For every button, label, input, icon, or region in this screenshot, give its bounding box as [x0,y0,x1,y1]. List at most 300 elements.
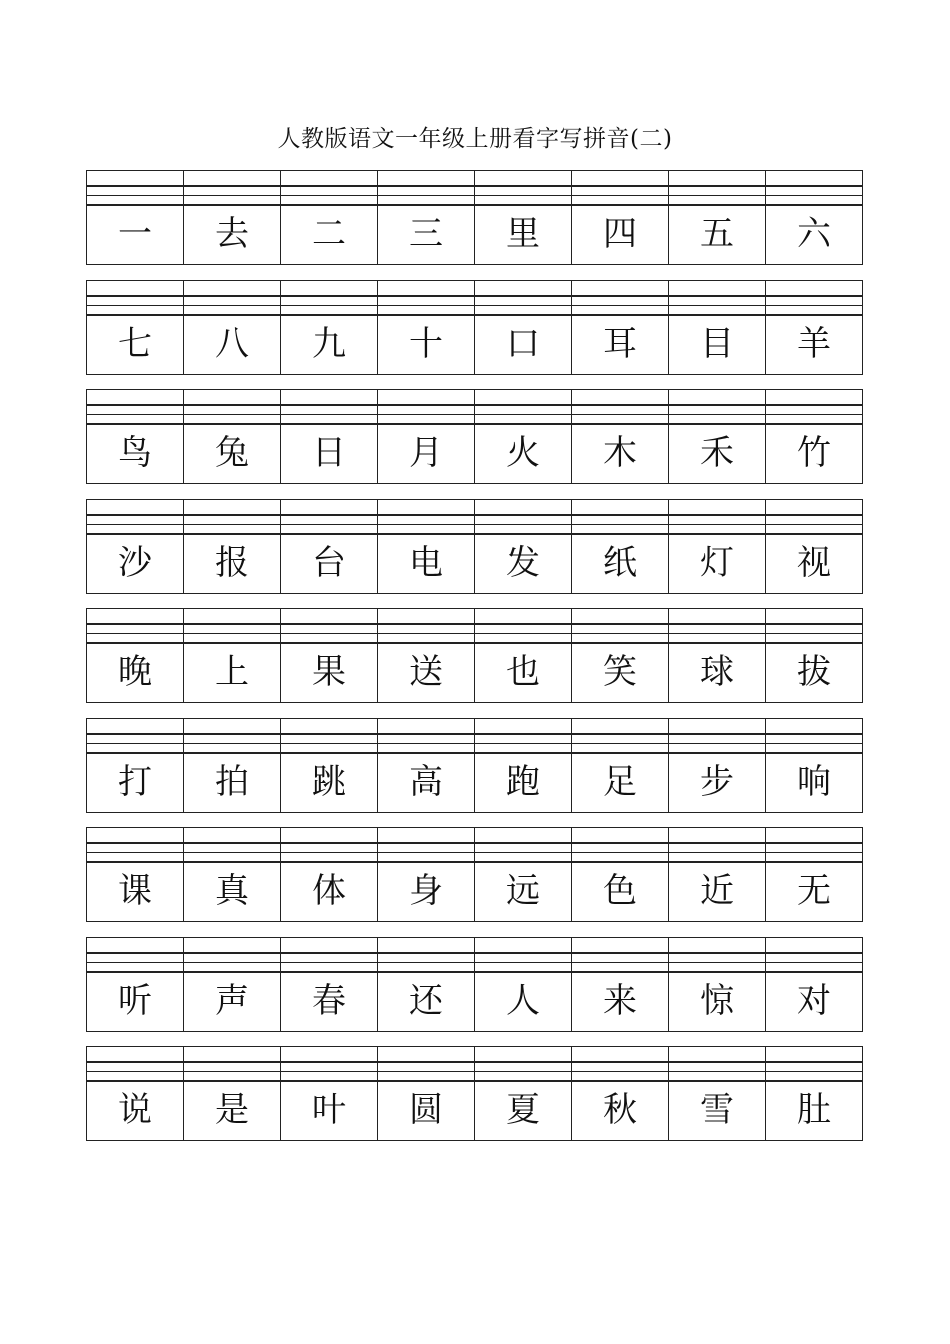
hanzi-box [766,1080,862,1141]
guide-line [281,952,377,954]
pinyin-writing-lines[interactable] [572,280,668,313]
guide-line [378,1071,474,1072]
character-cell [87,170,184,265]
pinyin-writing-lines[interactable] [669,827,765,860]
hanzi-box [184,752,280,813]
hanzi-character: 远 [506,871,540,911]
pinyin-writing-lines[interactable] [184,280,280,313]
hanzi-character: 近 [700,871,734,911]
worksheet-row [86,827,863,922]
hanzi-box [184,204,280,265]
pinyin-writing-lines[interactable] [378,937,474,970]
hanzi-character: 报 [215,542,249,583]
pinyin-writing-lines[interactable] [87,937,183,970]
character-cell [766,170,863,265]
guide-line [766,842,862,844]
hanzi-character: 三 [409,214,443,254]
pinyin-writing-lines[interactable] [378,389,474,422]
guide-line [184,733,280,735]
character-cell [572,499,669,594]
hanzi-box [669,314,765,375]
guide-line [475,404,571,406]
hanzi-character: 课 [118,871,152,911]
guide-line [572,185,668,187]
hanzi-character: 足 [603,761,637,802]
pinyin-writing-lines[interactable] [766,827,862,860]
guide-line [572,842,668,844]
hanzi-character: 口 [506,323,540,364]
guide-line [281,305,377,306]
pinyin-writing-lines[interactable] [475,1046,571,1079]
pinyin-writing-lines[interactable] [87,389,183,422]
hanzi-box [766,861,862,922]
hanzi-box [572,861,668,922]
hanzi-character: 秋 [603,1090,637,1130]
hanzi-character: 晚 [118,652,152,692]
hanzi-character: 夏 [506,1090,540,1130]
guide-line [669,633,765,634]
guide-line [669,185,765,187]
pinyin-writing-lines[interactable] [572,389,668,422]
guide-line [184,524,280,525]
character-cell [572,718,669,813]
character-cell [766,280,863,375]
pinyin-writing-lines[interactable] [378,499,474,532]
hanzi-box [669,861,765,922]
hanzi-box [475,1080,571,1141]
pinyin-writing-lines[interactable] [475,499,571,532]
pinyin-writing-lines[interactable] [669,170,765,203]
guide-line [475,414,571,415]
hanzi-box [378,642,474,703]
character-cell [184,1046,281,1141]
guide-line [572,305,668,306]
hanzi-character: 四 [603,214,637,254]
character-cell [184,608,281,703]
character-cell [572,170,669,265]
guide-line [572,514,668,516]
hanzi-character: 电 [409,542,443,583]
pinyin-writing-lines[interactable] [184,1046,280,1079]
guide-line [766,185,862,187]
pinyin-writing-lines[interactable] [184,389,280,422]
character-cell [184,827,281,922]
guide-line [87,952,183,954]
hanzi-box [378,752,474,813]
character-cell [378,1046,475,1141]
character-cell [475,937,572,1032]
worksheet-row [86,389,863,484]
hanzi-character: 羊 [797,323,831,364]
hanzi-character: 纸 [603,542,637,583]
hanzi-box [766,642,862,703]
character-cell [87,718,184,813]
hanzi-box [475,752,571,813]
guide-line [87,524,183,525]
character-cell [669,389,766,484]
character-cell [184,499,281,594]
pinyin-writing-lines[interactable] [572,499,668,532]
hanzi-character: 灯 [700,542,734,583]
hanzi-box [87,314,183,375]
guide-line [766,733,862,735]
pinyin-writing-lines[interactable] [184,718,280,751]
hanzi-box [669,1080,765,1141]
guide-line [766,962,862,963]
guide-line [378,295,474,297]
pinyin-writing-lines[interactable] [281,608,377,641]
character-cell [184,718,281,813]
hanzi-box [669,752,765,813]
pinyin-writing-lines[interactable] [669,499,765,532]
character-cell [669,827,766,922]
guide-line [184,842,280,844]
guide-line [378,623,474,625]
guide-line [766,524,862,525]
pinyin-writing-lines[interactable] [475,389,571,422]
hanzi-character: 拍 [215,761,249,802]
guide-line [669,1061,765,1063]
pinyin-writing-lines[interactable] [87,170,183,203]
pinyin-writing-lines[interactable] [669,280,765,313]
hanzi-box [475,971,571,1032]
guide-line [766,195,862,196]
hanzi-box [475,642,571,703]
pinyin-writing-lines[interactable] [572,608,668,641]
hanzi-character: 里 [506,214,540,254]
hanzi-character: 拔 [797,652,831,692]
hanzi-box [475,861,571,922]
character-cell [572,1046,669,1141]
hanzi-box [766,971,862,1032]
hanzi-box [669,642,765,703]
pinyin-writing-lines[interactable] [475,827,571,860]
hanzi-box [281,861,377,922]
hanzi-box [378,204,474,265]
guide-line [572,852,668,853]
pinyin-writing-lines[interactable] [281,1046,377,1079]
pinyin-writing-lines[interactable] [766,1046,862,1079]
pinyin-writing-lines[interactable] [766,608,862,641]
pinyin-writing-lines[interactable] [475,170,571,203]
hanzi-box [669,204,765,265]
pinyin-writing-lines[interactable] [669,389,765,422]
guide-line [572,633,668,634]
guide-line [669,962,765,963]
character-cell [87,499,184,594]
pinyin-writing-lines[interactable] [184,827,280,860]
pinyin-writing-lines[interactable] [87,718,183,751]
hanzi-box [378,861,474,922]
guide-line [281,743,377,744]
guide-line [184,1071,280,1072]
pinyin-writing-lines[interactable] [184,608,280,641]
hanzi-box [669,533,765,594]
guide-line [669,514,765,516]
hanzi-character: 七 [118,323,152,364]
hanzi-box [378,533,474,594]
pinyin-writing-lines[interactable] [281,937,377,970]
guide-line [281,842,377,844]
character-cell [378,280,475,375]
pinyin-writing-lines[interactable] [766,389,862,422]
pinyin-writing-lines[interactable] [766,499,862,532]
guide-line [378,633,474,634]
hanzi-box [475,533,571,594]
character-cell [766,1046,863,1141]
hanzi-character: 步 [700,761,734,802]
hanzi-character: 发 [506,542,540,583]
guide-line [475,952,571,954]
pinyin-writing-lines[interactable] [766,937,862,970]
guide-line [87,623,183,625]
character-cell [669,718,766,813]
hanzi-box [475,204,571,265]
hanzi-character: 目 [700,323,734,364]
hanzi-box [572,752,668,813]
pinyin-writing-lines[interactable] [572,1046,668,1079]
guide-line [281,414,377,415]
pinyin-writing-lines[interactable] [87,827,183,860]
pinyin-writing-lines[interactable] [766,718,862,751]
guide-line [87,733,183,735]
pinyin-writing-lines[interactable] [378,280,474,313]
hanzi-box [572,423,668,484]
guide-line [766,1071,862,1072]
pinyin-writing-lines[interactable] [378,827,474,860]
character-cell [669,608,766,703]
hanzi-box [378,423,474,484]
character-cell [766,718,863,813]
guide-line [184,404,280,406]
guide-line [766,633,862,634]
character-cell [766,608,863,703]
character-cell [475,1046,572,1141]
hanzi-box [669,971,765,1032]
character-cell [184,389,281,484]
pinyin-writing-lines[interactable] [669,937,765,970]
guide-line [572,404,668,406]
character-cell [766,389,863,484]
guide-line [184,195,280,196]
hanzi-character: 上 [215,652,249,692]
guide-line [378,404,474,406]
hanzi-character: 人 [506,980,540,1021]
pinyin-writing-lines[interactable] [572,827,668,860]
pinyin-writing-lines[interactable] [669,718,765,751]
guide-line [475,185,571,187]
pinyin-writing-lines[interactable] [475,608,571,641]
hanzi-box [281,971,377,1032]
guide-line [572,1061,668,1063]
guide-line [572,733,668,735]
guide-line [184,185,280,187]
hanzi-box [87,423,183,484]
guide-line [281,195,377,196]
guide-line [184,962,280,963]
hanzi-box [669,423,765,484]
hanzi-character: 来 [603,980,637,1021]
guide-line [475,514,571,516]
character-cell [87,1046,184,1141]
hanzi-box [87,533,183,594]
pinyin-writing-lines[interactable] [281,499,377,532]
hanzi-character: 去 [215,214,249,254]
hanzi-character: 身 [409,871,443,911]
pinyin-writing-lines[interactable] [572,718,668,751]
pinyin-writing-lines[interactable] [184,499,280,532]
guide-line [184,952,280,954]
hanzi-box [184,533,280,594]
pinyin-writing-lines[interactable] [87,280,183,313]
hanzi-box [281,752,377,813]
pinyin-writing-lines[interactable] [572,937,668,970]
pinyin-writing-lines[interactable] [281,170,377,203]
hanzi-box [475,314,571,375]
hanzi-box [87,861,183,922]
pinyin-writing-lines[interactable] [378,1046,474,1079]
guide-line [766,414,862,415]
guide-line [475,733,571,735]
pinyin-writing-lines[interactable] [281,280,377,313]
guide-line [475,524,571,525]
hanzi-character: 台 [312,542,346,583]
character-cell [572,608,669,703]
hanzi-box [184,861,280,922]
pinyin-writing-lines[interactable] [572,170,668,203]
hanzi-character: 雪 [700,1090,734,1130]
character-cell [378,827,475,922]
guide-line [184,305,280,306]
guide-line [184,1061,280,1063]
character-cell [281,608,378,703]
guide-line [669,195,765,196]
pinyin-writing-lines[interactable] [281,389,377,422]
hanzi-box [378,971,474,1032]
hanzi-character: 日 [312,433,346,473]
character-cell [378,389,475,484]
hanzi-character: 木 [603,433,637,473]
pinyin-writing-lines[interactable] [184,170,280,203]
guide-line [378,514,474,516]
hanzi-character: 无 [797,871,831,911]
character-cell [281,827,378,922]
hanzi-box [87,204,183,265]
hanzi-character: 响 [797,761,831,802]
hanzi-character: 真 [215,871,249,911]
character-cell [475,280,572,375]
hanzi-box [184,971,280,1032]
worksheet-row [86,499,863,594]
hanzi-character: 竹 [797,433,831,473]
guide-line [766,952,862,954]
guide-line [475,305,571,306]
character-cell [184,170,281,265]
hanzi-box [475,423,571,484]
guide-line [475,1071,571,1072]
character-cell [475,170,572,265]
character-cell [281,280,378,375]
pinyin-writing-lines[interactable] [378,170,474,203]
pinyin-writing-lines[interactable] [669,1046,765,1079]
character-cell [572,827,669,922]
pinyin-writing-lines[interactable] [475,937,571,970]
guide-line [766,295,862,297]
hanzi-box [87,752,183,813]
pinyin-writing-lines[interactable] [766,280,862,313]
page-title: 人教版语文一年级上册看字写拼音(二) [277,126,673,152]
pinyin-writing-lines[interactable] [281,827,377,860]
hanzi-box [766,314,862,375]
pinyin-writing-lines[interactable] [378,718,474,751]
pinyin-writing-lines[interactable] [475,280,571,313]
hanzi-character: 沙 [118,542,152,583]
hanzi-character: 春 [312,980,346,1021]
hanzi-box [572,642,668,703]
hanzi-character: 二 [312,214,346,254]
hanzi-box [281,314,377,375]
worksheet-row [86,608,863,703]
hanzi-box [281,533,377,594]
guide-line [184,633,280,634]
pinyin-writing-lines[interactable] [87,499,183,532]
guide-line [766,1061,862,1063]
hanzi-character: 十 [409,323,443,364]
pinyin-writing-lines[interactable] [87,608,183,641]
hanzi-character: 果 [312,652,346,692]
hanzi-box [572,971,668,1032]
hanzi-character: 耳 [603,323,637,364]
worksheet-row [86,937,863,1032]
pinyin-writing-lines[interactable] [281,718,377,751]
pinyin-writing-lines[interactable] [766,170,862,203]
hanzi-character: 打 [118,761,152,802]
guide-line [475,633,571,634]
hanzi-character: 鸟 [118,433,152,473]
pinyin-writing-lines[interactable] [378,608,474,641]
guide-line [281,524,377,525]
guide-line [572,952,668,954]
pinyin-writing-lines[interactable] [184,937,280,970]
guide-line [669,733,765,735]
hanzi-character: 一 [118,214,152,254]
hanzi-box [184,1080,280,1141]
hanzi-box [184,423,280,484]
hanzi-character: 视 [797,542,831,583]
guide-line [281,295,377,297]
character-cell [572,280,669,375]
character-cell [281,170,378,265]
guide-line [475,1061,571,1063]
pinyin-writing-lines[interactable] [87,1046,183,1079]
pinyin-writing-lines[interactable] [475,718,571,751]
guide-line [475,842,571,844]
guide-line [766,852,862,853]
pinyin-writing-lines[interactable] [669,608,765,641]
hanzi-character: 说 [118,1090,152,1130]
character-cell [475,389,572,484]
character-cell [184,937,281,1032]
guide-line [572,743,668,744]
hanzi-box [572,1080,668,1141]
guide-line [475,962,571,963]
guide-line [281,733,377,735]
guide-line [766,305,862,306]
guide-line [87,295,183,297]
guide-line [378,305,474,306]
character-cell [475,827,572,922]
hanzi-box [281,1080,377,1141]
